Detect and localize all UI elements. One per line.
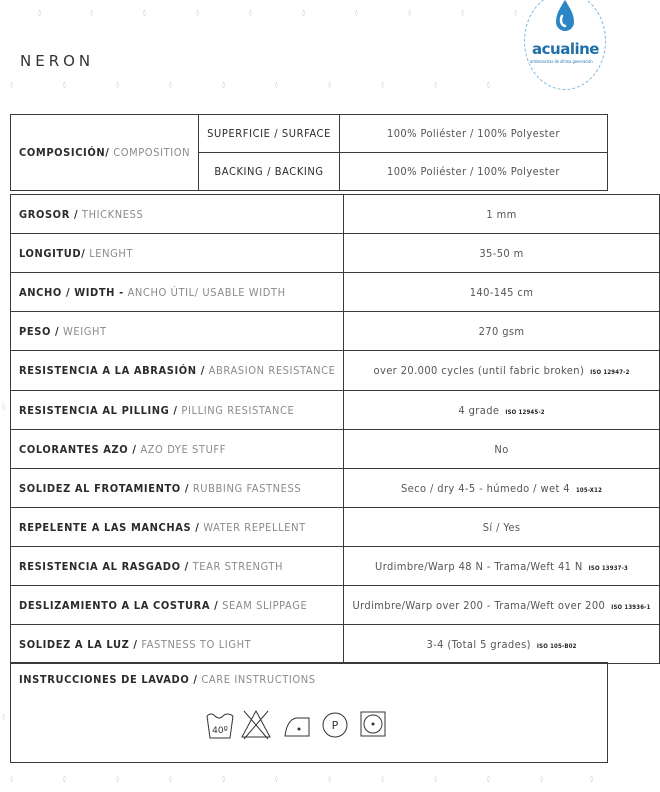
spec-label: SOLIDEZ AL FROTAMIENTO / RUBBING FASTNESS xyxy=(11,469,344,508)
spec-value: 35-50 m xyxy=(344,234,659,273)
spec-label: DESLIZAMIENTO A LA COSTURA / SEAM SLIPPAGE xyxy=(11,586,344,625)
spec-row xyxy=(11,234,660,273)
spec-value: Sí / Yes xyxy=(344,508,659,547)
spec-row xyxy=(11,273,660,312)
spec-label: GROSOR / THICKNESS xyxy=(11,195,344,234)
surface-value: 100% Poliéster / 100% Polyester xyxy=(339,115,607,153)
spec-row xyxy=(11,351,660,391)
top-dot-row: ◊ ◊ ◊ ◊ ◊ ◊ ◊ ◊ ◊ ◊ xyxy=(38,9,518,17)
care-label: INSTRUCCIONES DE LAVADO / CARE INSTRUCTIONS xyxy=(11,663,608,763)
tumble-dry-low-icon xyxy=(358,708,388,740)
spec-value: No xyxy=(344,430,659,469)
brand-tagline: antimanchas de última generación xyxy=(530,59,593,64)
composition-row xyxy=(11,115,608,153)
surface-label: SUPERFICIE / SURFACE xyxy=(199,115,340,153)
iso-standard: ISO 12945-2 xyxy=(505,408,545,416)
spec-row xyxy=(11,547,660,586)
wash-40-icon xyxy=(205,708,235,740)
spec-label: LONGITUD/ LENGHT xyxy=(11,234,344,273)
backing-label: BACKING / BACKING xyxy=(199,153,340,191)
no-bleach-icon xyxy=(240,708,272,740)
iso-standard: 105-X12 xyxy=(575,486,603,494)
dry-clean-letter: P xyxy=(331,719,339,732)
backing-value: 100% Poliéster / 100% Polyester xyxy=(339,153,607,191)
wash-temperature: 40º xyxy=(212,726,228,736)
brand-name: acualine xyxy=(532,40,599,58)
spec-label: RESISTENCIA AL RASGADO / TEAR STRENGTH xyxy=(11,547,344,586)
spec-row xyxy=(11,508,660,547)
bottom-dot-row: ◊ ◊ ◊ ◊ ◊ ◊ ◊ ◊ ◊ ◊ ◊ ◊ xyxy=(10,775,594,783)
side-dot: ◊ xyxy=(2,403,6,411)
spec-row xyxy=(11,586,660,625)
spec-value: over 20.000 cycles (until fabric broken) ISO 12947-2 xyxy=(344,351,659,391)
spec-row xyxy=(11,195,660,234)
iso-standard: ISO 13936-1 xyxy=(611,603,651,611)
spec-value: 140-145 cm xyxy=(344,273,659,312)
spec-row xyxy=(11,469,660,508)
brand-logo xyxy=(524,0,606,90)
spec-row xyxy=(11,625,660,664)
spec-value: Urdimbre/Warp 48 N - Trama/Weft 41 N ISO 13937-3 xyxy=(344,547,659,586)
upper-dot-row: ◊ ◊ ◊ ◊ ◊ ◊ ◊ ◊ ◊ ◊ xyxy=(10,81,491,89)
spec-label: RESISTENCIA A LA ABRASIÓN / ABRASION RESISTANCE xyxy=(11,351,344,391)
specification-rows xyxy=(10,194,660,664)
spec-value: 270 gsm xyxy=(344,312,659,351)
spec-value: 1 mm xyxy=(344,195,659,234)
spec-row xyxy=(11,312,660,351)
spec-label: PESO / WEIGHT xyxy=(11,312,344,351)
iron-low-icon xyxy=(282,708,312,740)
dry-clean-p-icon xyxy=(320,708,350,740)
iso-standard: ISO 13937-3 xyxy=(588,564,629,572)
spec-value: 3-4 (Total 5 grades) ISO 105-B02 xyxy=(344,625,659,664)
spec-label: COLORANTES AZO / AZO DYE STUFF xyxy=(11,430,344,469)
spec-value: 4 grade ISO 12945-2 xyxy=(344,391,659,430)
specification-table xyxy=(10,114,608,191)
water-drop-icon xyxy=(550,0,580,38)
spec-label: REPELENTE A LAS MANCHAS / WATER REPELLENT xyxy=(11,508,344,547)
spec-row xyxy=(11,430,660,469)
spec-label: ANCHO / WIDTH - ANCHO ÚTIL/ USABLE WIDTH xyxy=(11,273,344,312)
care-symbols xyxy=(200,708,400,744)
spec-label: SOLIDEZ A LA LUZ / FASTNESS TO LIGHT xyxy=(11,625,344,664)
spec-row xyxy=(11,391,660,430)
spec-label: RESISTENCIA AL PILLING / PILLING RESISTANCE xyxy=(11,391,344,430)
product-title: NERON xyxy=(20,52,95,70)
iso-standard: ISO 12947-2 xyxy=(590,369,630,376)
side-dot: ◊ xyxy=(2,713,6,721)
composition-label: COMPOSICIÓN/ COMPOSITION xyxy=(11,115,199,191)
iso-standard: ISO 105-B02 xyxy=(536,642,577,650)
spec-value: Seco / dry 4-5 - húmedo / wet 4 105-X12 xyxy=(344,469,659,508)
spec-value: Urdimbre/Warp over 200 - Trama/Weft over 200 ISO 13936-1 xyxy=(344,586,659,625)
